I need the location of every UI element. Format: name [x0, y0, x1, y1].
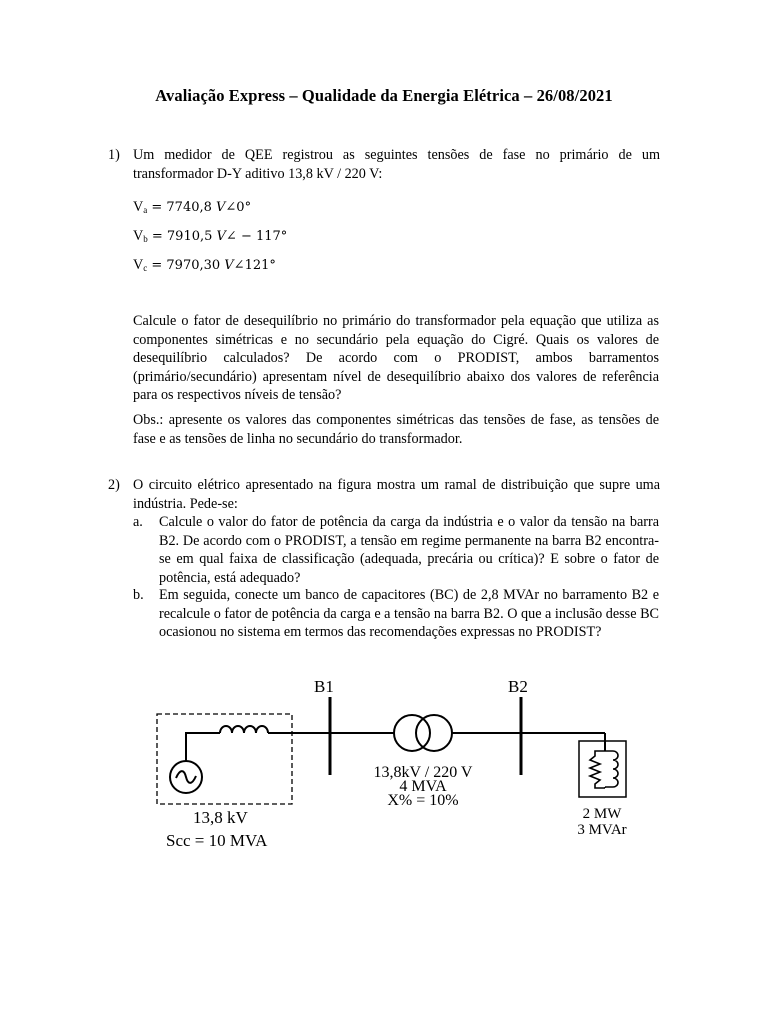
inductor-icon	[220, 726, 268, 733]
question-intro: O circuito elétrico apresentado na figura mostra um ramal de distribuição que supre uma indústria. Pede-se:	[133, 477, 660, 512]
question-1-task: Calcule o fator de desequilíbrio no primário do transformador pela equação que utiliza as componentes simétricas e no secundário pela equação do Cigré. Quais os valores de desequilíbrio calculados? De acordo com o PRODIST, ambos barramentos (primário/secundário) apresentam nível de desequilíbrio abaixo dos valores de referência para os respectivos níveis de tensão?	[133, 313, 659, 403]
resistor-icon	[590, 751, 605, 788]
voltage-va: $V_a = 7740,8$ 𝑉∠0°	[133, 199, 252, 215]
item-letter: a.	[133, 514, 143, 530]
item-text: Calcule o valor do fator de potência da carga da indústria e o valor da tensão na barra B2. De acordo com o PRODIST, a tensão em regime permanente na barra B2 encontra-se em qual faixa de classificação (adequada, precária ou crítica)? E sobre o fator de potência, está adequado?	[159, 514, 659, 586]
source-voltage-label: 13,8 kV	[193, 808, 248, 827]
bus-b1-label: B1	[314, 677, 334, 696]
transformer-ratio-label: 13,8kV / 220 V	[373, 764, 473, 781]
item-text: Em seguida, conecte um banco de capacitores (BC) de 2,8 MVAr no barramento B2 e recalcule o fator de potência da carga e a tensão na barra B2. O que a inclusão desse BC ocasionou no sistema em termos das recomendações expressas no PRODIST?	[159, 587, 659, 640]
source-scc-label: Scc = 10 MVA	[166, 831, 268, 850]
circuit-diagram	[150, 672, 650, 860]
transformer-power-label: 4 MVA	[399, 778, 447, 795]
question-intro: Um medidor de QEE registrou as seguintes tensões de fase no primário de um transformador D-Y aditivo 13,8 kV / 220 V:	[133, 147, 660, 182]
transformer-reactance-label: X% = 10%	[387, 792, 459, 809]
transformer-icon	[394, 715, 430, 751]
question-1	[108, 146, 660, 183]
question-2-item-a	[133, 513, 659, 587]
load-p-label: 2 MW	[582, 806, 622, 822]
sine-icon	[176, 771, 196, 783]
bus-b2-label: B2	[508, 677, 528, 696]
question-2-item-b	[133, 586, 659, 642]
question-number: 1)	[108, 147, 120, 163]
load-inductor-icon	[605, 751, 618, 787]
voltage-vb: $V_b = 7910,5$ 𝑉∠ − 117°	[133, 228, 288, 244]
load-q-label: 3 MVAr	[577, 822, 627, 838]
question-1-obs: Obs.: apresente os valores das componentes simétricas das tensões de fase, as tensões de fase e as tensões de linha no secundário do transformador.	[133, 412, 659, 447]
voltage-vc: $V_c = 7970,30$ 𝑉∠121°	[133, 257, 276, 273]
question-2	[108, 476, 660, 513]
question-number: 2)	[108, 477, 120, 493]
item-letter: b.	[133, 587, 144, 603]
page-title: Avaliação Express – Qualidade da Energia Elétrica – 26/08/2021	[155, 86, 613, 105]
